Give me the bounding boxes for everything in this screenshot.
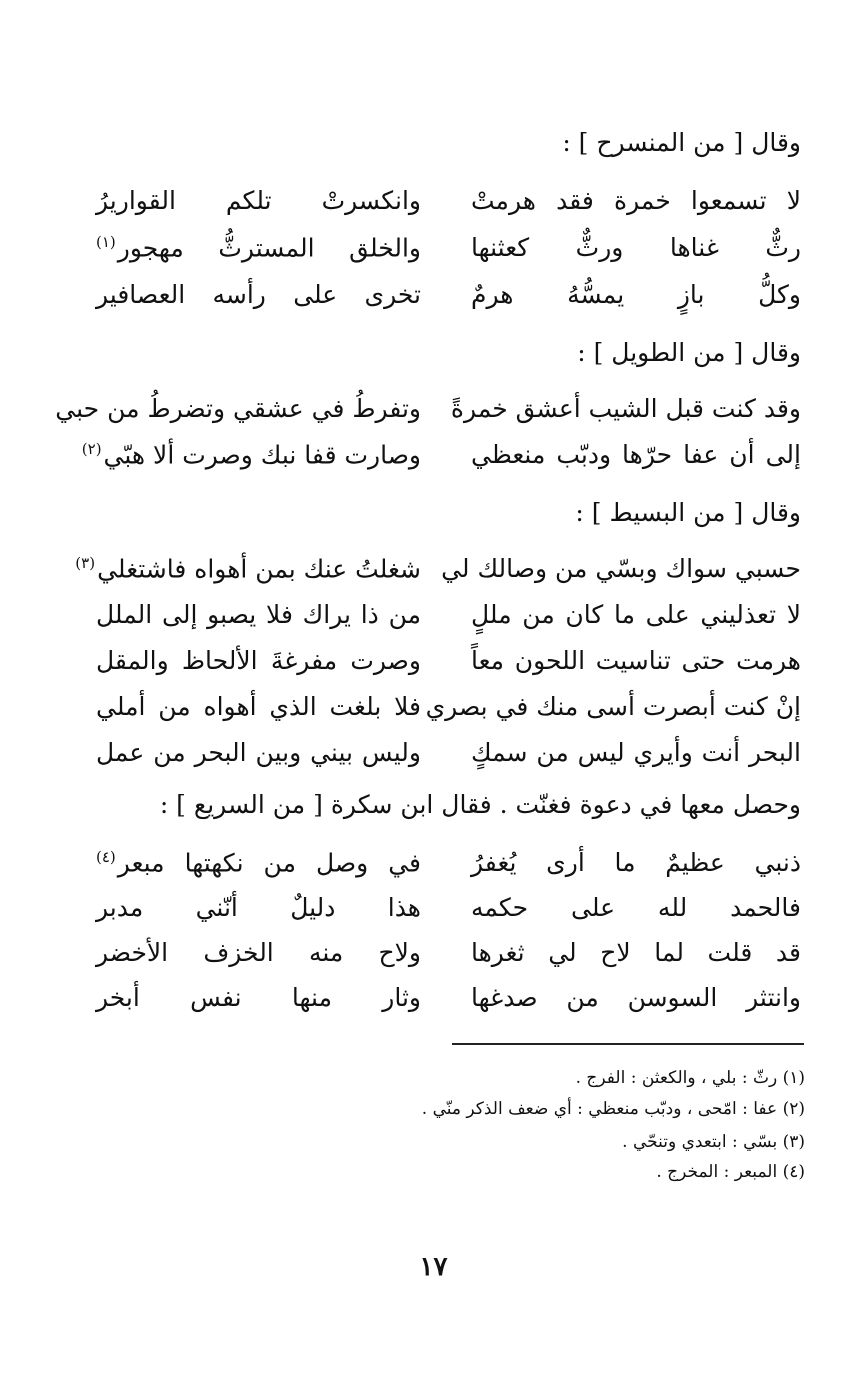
verse-second-hemistich [81, 440, 421, 470]
verse-first-hemistich: قد قلت لما لاح لي ثغرها [471, 938, 801, 967]
verse-line [90, 848, 801, 888]
verse-second-hemistich: وثار منها نفس أبخر [96, 983, 421, 1012]
verse-line [90, 646, 801, 686]
verse-first-hemistich: وكلُّ بازٍ يمسُّهُ هرمٌ [471, 280, 801, 309]
verse-line [55, 394, 801, 434]
verse-second-text: في وصل من نكهتها مبعر [117, 848, 421, 878]
footnote: (١) رثّ : بلي ، والكعثن : الفرج . [575, 1068, 805, 1088]
poem-intro: وقال [ من البسيط ] : [575, 498, 801, 527]
verse-line [90, 938, 801, 978]
verse-second-hemistich [96, 848, 421, 878]
poem-intro: وقال [ من الطويل ] : [577, 338, 801, 367]
verse-first-hemistich: إنْ كنت أبصرت أسى منك في بصري [425, 692, 801, 721]
verse-first-hemistich: وقد كنت قبل الشيب أعشق خمرةً [450, 394, 801, 423]
verse-second-hemistich: من ذا يراك فلا يصبو إلى الملل [96, 600, 421, 629]
verse-first-hemistich: حسبي سواك وبسّي من وصالك لي [441, 554, 801, 583]
verse-line [81, 440, 801, 480]
verse-second-hemistich [75, 554, 421, 584]
verse-second-hemistich: وتفرطُ في عشقي وتضرطُ من حبي [55, 394, 421, 423]
verse-second-hemistich: تخرى على رأسه العصافير [96, 280, 421, 309]
verse-line [90, 186, 801, 226]
verse-second-hemistich: هذا دليلٌ أنّني مدبر [96, 893, 421, 922]
poem-intro: وقال [ من المنسرح ] : [562, 128, 801, 157]
footnote-marker: (٤) [96, 848, 116, 866]
verse-line [90, 893, 801, 933]
verse-second-text: والخلق المسترثُّ مهجور [117, 233, 421, 263]
verse-first-hemistich: فالحمد لله على حكمه [471, 893, 801, 922]
verse-first-hemistich: إلى أن عفا حرّها ودبّب منعظي [471, 440, 801, 469]
verse-second-hemistich [96, 233, 421, 263]
verse-second-text: وصارت قفا نبك وصرت ألا هبّي [103, 440, 421, 470]
footnote: (٣) بسّي : ابتعدي وتنحّي . [622, 1132, 805, 1152]
verse-first-hemistich: رثٌّ غناها ورثٌّ كعثنها [471, 233, 801, 262]
verse-first-hemistich: لا تعذليني على ما كان من مللٍ [471, 600, 801, 629]
verse-line [90, 983, 801, 1023]
footnote-marker: (١) [96, 233, 116, 251]
verse-line [90, 692, 801, 732]
footnote-marker: (٢) [81, 440, 102, 458]
verse-second-hemistich: وصرت مفرغةَ الألحاظ والمقل [96, 646, 421, 675]
verse-line [90, 600, 801, 640]
footnote-marker: (٣) [75, 554, 96, 572]
verse-second-hemistich: وانكسرتْ تلكم القواريرُ [96, 186, 421, 215]
verse-second-hemistich: ولاح منه الخزف الأخضر [96, 938, 421, 967]
verse-first-hemistich: لا تسمعوا خمرة فقد هرمتْ [471, 186, 801, 215]
verse-line [75, 554, 801, 594]
verse-first-hemistich: البحر أنت وأيري ليس من سمكٍ [471, 738, 801, 767]
verse-line [90, 280, 801, 320]
footnote: (٢) عفا : امّحى ، ودبّب منعظي : أي ضعف الذكر منّي . [421, 1099, 805, 1119]
verse-first-hemistich: ذنبي عظيمٌ ما أرى يُغفرُ [471, 848, 801, 877]
verse-first-hemistich: هرمت حتى تناسيت اللحون معاً [471, 646, 801, 675]
verse-second-hemistich: فلا بلغت الذي أهواه من أملي [96, 692, 421, 721]
footnote-divider [452, 1043, 804, 1045]
page-number: ١٧ [419, 1252, 448, 1282]
verse-second-hemistich: وليس بيني وبين البحر من عمل [96, 738, 421, 767]
verse-first-hemistich: وانتثر السوسن من صدغها [471, 983, 801, 1012]
footnote: (٤) المبعر : المخرج . [656, 1162, 805, 1182]
verse-line [90, 233, 801, 273]
verse-line [90, 738, 801, 778]
poem-intro: وحصل معها في دعوة فغنّت . فقال ابن سكرة [ من السريع ] : [159, 790, 801, 819]
verse-second-text: شغلتُ عنك بمن أهواه فاشتغلي [97, 554, 421, 584]
